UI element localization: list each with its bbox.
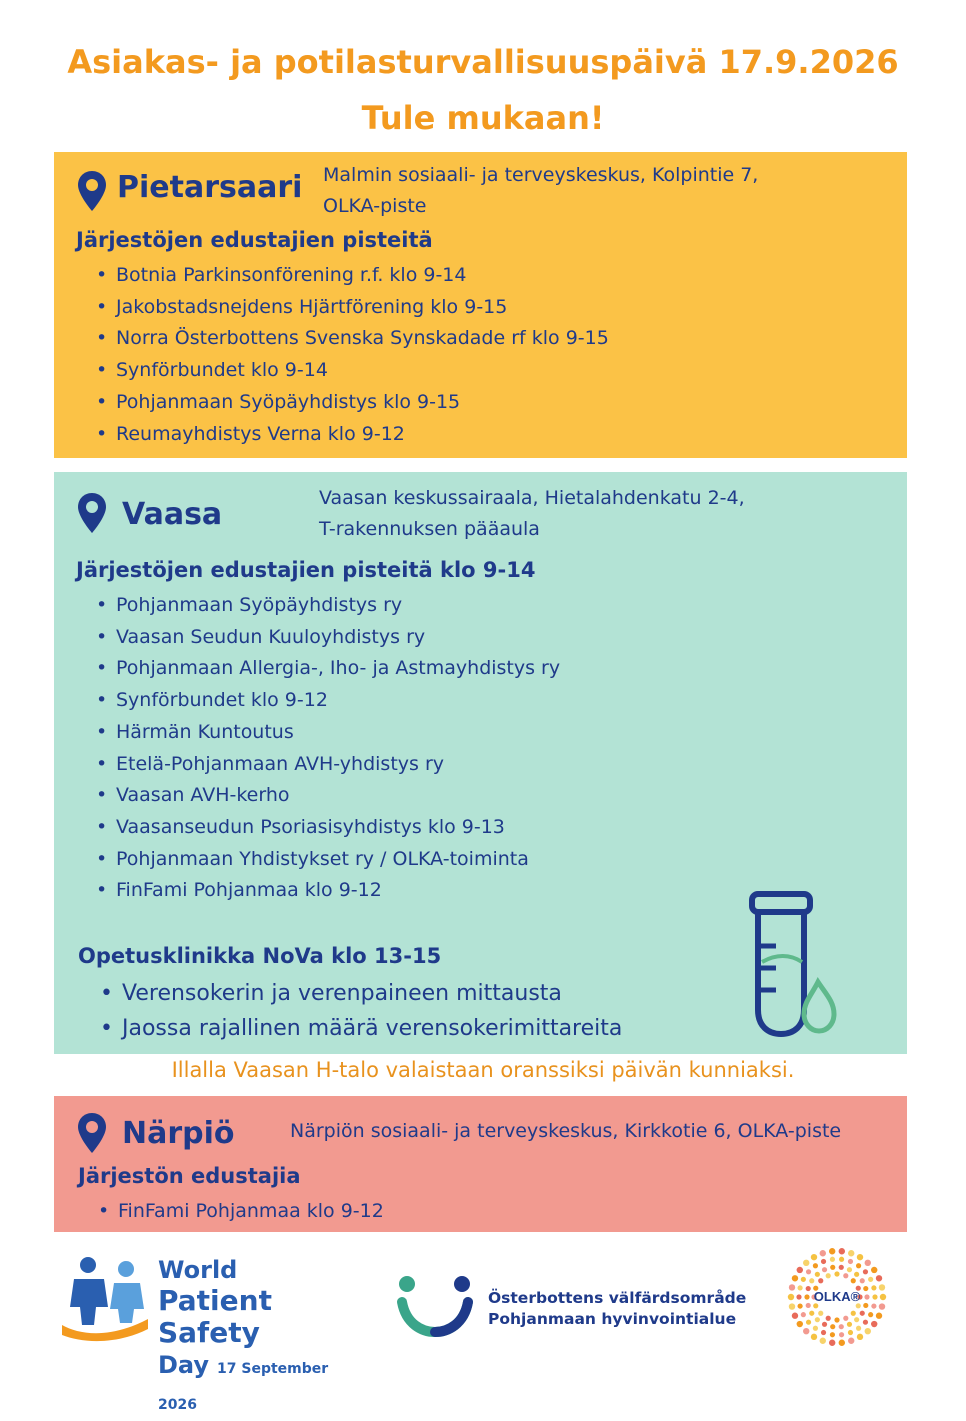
olka-dot xyxy=(854,1272,859,1277)
olka-dot xyxy=(879,1303,885,1309)
olka-dot xyxy=(789,1303,795,1309)
list-item: • Norra Österbottens Svenska Synskadade rf klo 9-15 xyxy=(94,323,609,355)
olka-dot xyxy=(847,1322,852,1327)
list-item: • Vaasan Seudun Kuuloyhdistys ry xyxy=(94,622,560,654)
olka-dot xyxy=(798,1285,803,1290)
address-line: OLKA-piste xyxy=(323,195,427,217)
olka-dot xyxy=(830,1324,835,1329)
olka-dot xyxy=(818,1311,823,1316)
world-patient-safety-day-logo xyxy=(60,1255,370,1413)
olka-dot xyxy=(798,1303,803,1308)
olka-dot xyxy=(815,1317,820,1322)
olka-dot xyxy=(848,1330,853,1335)
olka-dot xyxy=(829,1340,835,1346)
olka-dot xyxy=(809,1278,814,1283)
wps-day: Day xyxy=(158,1351,210,1379)
list-item: • Vaasan AVH-kerho xyxy=(94,780,560,812)
list-item: • Pohjanmaan Yhdistykset ry / OLKA-toiminta xyxy=(94,844,560,876)
olka-dot xyxy=(851,1278,856,1283)
olka-dot xyxy=(811,1334,817,1340)
osterbotten-text xyxy=(488,1288,746,1330)
olka-dot xyxy=(804,1294,809,1299)
olka-dot xyxy=(801,1277,806,1282)
olka-dot xyxy=(803,1328,809,1334)
list-item: • Pohjanmaan Syöpäyhdistys klo 9-15 xyxy=(94,387,609,419)
organization-list xyxy=(94,590,560,907)
olka-dot xyxy=(856,1263,861,1268)
olka-dot xyxy=(868,1277,873,1282)
olka-dot xyxy=(848,1250,854,1256)
olka-dot xyxy=(860,1311,865,1316)
olka-dot xyxy=(863,1303,868,1308)
city-name: Pietarsaari xyxy=(117,170,303,205)
organization-list xyxy=(94,260,609,450)
olka-dot xyxy=(834,1317,839,1322)
olka-dot xyxy=(806,1286,811,1291)
olka-dot xyxy=(809,1311,814,1316)
olka-dot xyxy=(856,1326,861,1331)
olka-dot xyxy=(871,1321,877,1327)
olka-dot xyxy=(863,1286,868,1291)
olka-dot xyxy=(839,1248,845,1254)
olka-dot xyxy=(857,1254,863,1260)
olka-dot xyxy=(876,1313,882,1319)
olka-dot xyxy=(830,1265,835,1270)
list-item: • Reumayhdistys Verna klo 9-12 xyxy=(94,419,609,451)
address xyxy=(323,160,758,222)
olka-dot xyxy=(843,1273,848,1278)
wps-line xyxy=(158,1349,370,1421)
olka-dot xyxy=(803,1260,809,1266)
olka-dot xyxy=(815,1272,820,1277)
list-item: • FinFami Pohjanmaa klo 9-12 xyxy=(96,1196,384,1228)
page-subtitle: Tule mukaan! xyxy=(361,99,605,137)
olka-dot xyxy=(826,1273,831,1278)
list-item: • FinFami Pohjanmaa klo 9-12 xyxy=(94,875,560,907)
address xyxy=(319,483,745,545)
olka-dot xyxy=(864,1294,869,1299)
olka-dot xyxy=(813,1263,818,1268)
olka-dot xyxy=(871,1303,876,1308)
list-item: • Härmän Kuntoutus xyxy=(94,717,560,749)
olka-dot xyxy=(811,1254,817,1260)
list-item: • Jaossa rajallinen määrä verensokerimittareita xyxy=(98,1011,622,1046)
section-narpio xyxy=(54,1096,907,1232)
olka-dot xyxy=(834,1271,839,1276)
olka-dot xyxy=(822,1322,827,1327)
wps-line: World xyxy=(158,1256,238,1284)
olka-dot xyxy=(847,1267,852,1272)
olka-dot xyxy=(839,1332,844,1337)
olka-dot xyxy=(865,1328,871,1334)
olka-dot xyxy=(826,1316,831,1321)
city-name: Vaasa xyxy=(122,497,223,532)
address-line: Vaasan keskussairaala, Hietalahdenkatu 2-4, xyxy=(319,487,745,509)
evening-note: Illalla Vaasan H-talo valaistaan oranssiksi päivän kunniaksi. xyxy=(171,1058,795,1082)
list-item: • Vaasanseudun Psoriasisyhdistys klo 9-13 xyxy=(94,812,560,844)
olka-dot xyxy=(839,1265,844,1270)
olka-dot xyxy=(797,1321,803,1327)
olka-dot xyxy=(839,1340,845,1346)
location-pin-icon xyxy=(77,170,107,212)
olka-dot xyxy=(821,1330,826,1335)
olka-dot xyxy=(871,1285,876,1290)
list-item: • Pohjanmaan Syöpäyhdistys ry xyxy=(94,590,560,622)
list-item: • Botnia Parkinsonförening r.f. klo 9-14 xyxy=(94,260,609,292)
olka-dot xyxy=(806,1320,811,1325)
olka-dot xyxy=(839,1324,844,1329)
clinic-list xyxy=(98,976,622,1046)
olka-dot xyxy=(830,1332,835,1337)
section-pietarsaari xyxy=(54,152,907,458)
olka-dot xyxy=(797,1267,803,1273)
olka-dot xyxy=(839,1257,844,1262)
section-subheading: Järjestön edustajia xyxy=(78,1164,301,1188)
olka-dot xyxy=(821,1259,826,1264)
olka-logo xyxy=(784,1244,890,1350)
olka-dot xyxy=(854,1317,859,1322)
olka-dot xyxy=(813,1326,818,1331)
ost-line: Österbottens välfärdsområde xyxy=(488,1289,747,1307)
olka-dot xyxy=(851,1311,856,1316)
wps-text xyxy=(158,1255,370,1421)
clinic-heading: Opetusklinikka NoVa klo 13-15 xyxy=(78,944,442,968)
address-line: T-rakennuksen pääaula xyxy=(319,518,540,540)
list-item: • Verensokerin ja verenpaineen mittausta xyxy=(98,976,622,1011)
section-subheading: Järjestöjen edustajien pisteitä xyxy=(76,228,433,252)
smile-logo-icon xyxy=(398,1272,472,1336)
olka-dot xyxy=(865,1260,871,1266)
location-pin-icon xyxy=(77,492,107,534)
olka-dot xyxy=(789,1284,795,1290)
wps-date: 17 September 2026 xyxy=(158,1361,329,1413)
organization-list xyxy=(96,1196,384,1228)
olka-dot xyxy=(876,1275,882,1281)
olka-dot xyxy=(848,1338,854,1344)
address: Närpiön sosiaali- ja terveyskeskus, Kirkkotie 6, OLKA-piste xyxy=(290,1120,842,1142)
olka-dot xyxy=(806,1303,811,1308)
list-item: • Jakobstadsnejdens Hjärtförening klo 9-15 xyxy=(94,292,609,324)
ost-line: Pohjanmaan hyvinvointialue xyxy=(488,1310,737,1328)
people-icon xyxy=(60,1255,152,1343)
olka-dot xyxy=(830,1257,835,1262)
olka-dot xyxy=(868,1312,873,1317)
test-tube-icon xyxy=(742,890,846,1040)
olka-dot xyxy=(879,1284,885,1290)
olka-dot xyxy=(820,1338,826,1344)
location-pin-icon xyxy=(77,1112,107,1154)
olka-dot xyxy=(872,1294,877,1299)
list-item: • Synförbundet klo 9-12 xyxy=(94,685,560,717)
olka-dot xyxy=(880,1294,886,1300)
list-item: • Etelä-Pohjanmaan AVH-yhdistys ry xyxy=(94,749,560,781)
olka-dot xyxy=(806,1269,811,1274)
olka-dot xyxy=(822,1267,827,1272)
olka-dot xyxy=(863,1320,868,1325)
olka-dot xyxy=(788,1294,794,1300)
olka-dot xyxy=(820,1250,826,1256)
olka-dot xyxy=(818,1278,823,1283)
olka-dot xyxy=(848,1259,853,1264)
olka-dot xyxy=(792,1313,798,1319)
wps-line: Patient Safety xyxy=(158,1284,272,1349)
olka-dot xyxy=(863,1269,868,1274)
page-header xyxy=(0,40,966,140)
olka-dot xyxy=(857,1334,863,1340)
list-item: • Pohjanmaan Allergia-, Iho- ja Astmayhdistys ry xyxy=(94,653,560,685)
address-line: Malmin sosiaali- ja terveyskeskus, Kolpintie 7, xyxy=(323,164,759,186)
list-item: • Synförbundet klo 9-14 xyxy=(94,355,609,387)
olka-dot xyxy=(860,1278,865,1283)
olka-dot xyxy=(801,1312,806,1317)
city-name: Närpiö xyxy=(122,1116,235,1151)
section-subheading: Järjestöjen edustajien pisteitä klo 9-14 xyxy=(76,558,536,582)
olka-dot xyxy=(829,1248,835,1254)
olka-dot xyxy=(796,1294,801,1299)
olka-dot xyxy=(792,1275,798,1281)
olka-label: OLKA® xyxy=(813,1289,861,1304)
olka-dot xyxy=(871,1267,877,1273)
page-title: Asiakas- ja potilasturvallisuuspäivä 17.9.2026 xyxy=(67,43,899,81)
olka-dot xyxy=(843,1316,848,1321)
osterbotten-wellbeing-logo xyxy=(398,1270,778,1340)
